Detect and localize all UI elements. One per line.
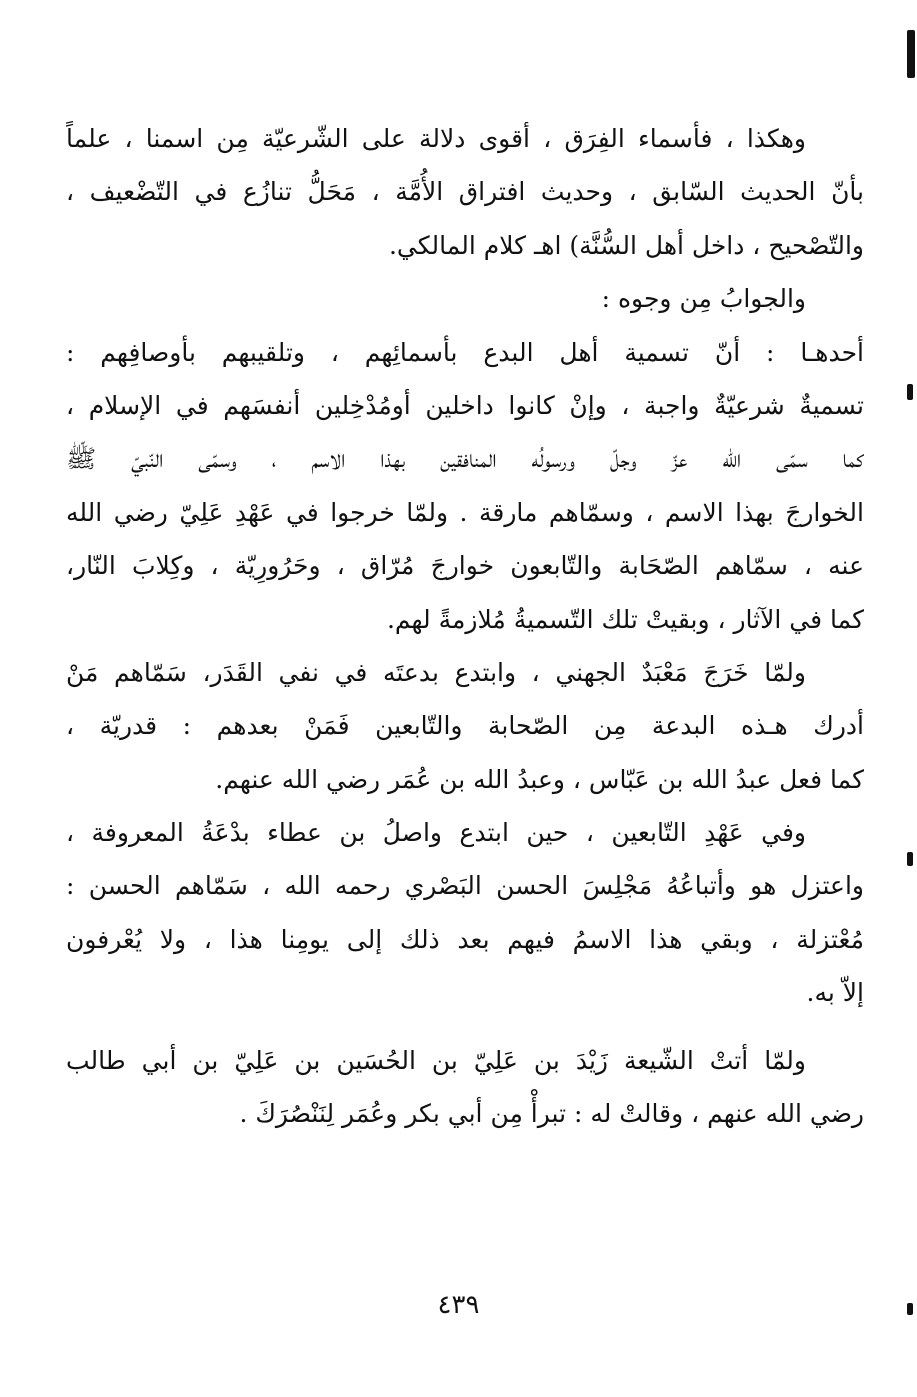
- text-line: وفي عَهْدِ التّابعين ، حين ابتدع واصلُ بن عطاء بدْعَةُ المعروفة ،: [66, 818, 806, 848]
- page-number: ٤٣٩: [437, 1290, 480, 1320]
- text-line: والجوابُ مِن وجوه :: [601, 284, 806, 314]
- text-line: بأنّ الحديث السّابق ، وحديث افتراق الأُمَّة ، مَحَلُّ تنازُع في التّضْعيف ،: [66, 177, 864, 207]
- text-line: كما سمّى الله عزّ وجلّ ورسولُه المنافقين بهذا الاسم ، وسمّى النّبيّ ﷺ: [66, 444, 864, 474]
- scan-edge-mark: [907, 852, 913, 866]
- text-line: عنه ، سمّاهم الصّحَابة والتّابعون خوارجَ مُرّاق ، وحَرُورِيّة ، وكِلابَ النّار،: [66, 551, 864, 581]
- text-line: وهكذا ، فأسماء الفِرَق ، أقوى دلالة على الشّرعيّة مِن اسمنا ، علماً: [66, 124, 806, 153]
- text-line: تسميةٌ شرعيّةٌ واجبة ، وإنْ كانوا داخلين أومُدْخِلين أنفسَهم في الإسلام ،: [66, 390, 864, 420]
- text-line: الخوارجَ بهذا الاسم ، وسمّاهم مارقة . ولمّا خرجوا في عَهْدِ عَلِيّ رضي الله: [66, 497, 864, 527]
- scan-edge-mark: [907, 1303, 913, 1315]
- text-line: كما في الآثار ، وبقيتْ تلك التّسميةُ مُلازمةً لهم.: [386, 604, 864, 634]
- paragraph-gap: [66, 1020, 864, 1034]
- text-line: كما فعل عبدُ الله بن عَبّاس ، وعبدُ الله بن عُمَر رضي الله عنهم.: [215, 764, 864, 794]
- text-line: رضي الله عنهم ، وقالتْ له : تبرأْ مِن أبي بكر وعُمَر لِنَنْصُرَكَ .: [239, 1099, 864, 1129]
- body-text: [66, 112, 864, 1140]
- text-line: ولمّا أتتْ الشّيعة زَيْدَ بن عَلِيّ بن الحُسَين بن عَلِيّ بن أبي طالب: [66, 1045, 806, 1075]
- text-line: ولمّا خَرَجَ مَعْبَدٌ الجهني ، وابتدع بدعتَه في نفي القَدَر، سَمّاهم مَنْ: [66, 657, 806, 687]
- text-line: أدرك هـذه البدعة مِن الصّحابة والتّابعين فَمَنْ بعدهم : قدريّة ،: [66, 711, 864, 741]
- scan-edge-mark: [907, 384, 913, 400]
- text-line: والتّصْحيح ، داخل أهل السُّنَّة) اهـ كلام المالكي.: [388, 230, 864, 260]
- text-line: واعتزل هو وأتباعُهُ مَجْلِسَ الحسن البَصْري رحمه الله ، سَمّاهم الحسن :: [66, 871, 864, 901]
- scan-edge-mark: [907, 30, 915, 78]
- text-line: إلاّ به.: [806, 978, 864, 1008]
- text-line: أحدهـا : أنّ تسمية أهل البدع بأسمائِهم ، وتلقيبهم بأوصافِهم :: [66, 337, 864, 367]
- text-line: مُعْتزلة ، وبقي هذا الاسمُ فيهم بعد ذلك إلى يومِنا هذا ، ولا يُعْرفون: [66, 924, 864, 954]
